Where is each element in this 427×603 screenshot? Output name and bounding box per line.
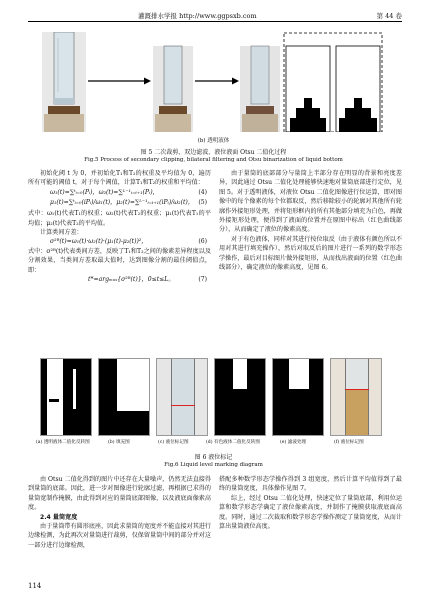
equation-body: σ²ᴮ(t)=ω₁(t)·ω₂(t)·(μ₁(t)-μ₂(t))²，: [50, 238, 148, 246]
paragraph: 式中：ω₁(t)代表T₁的权重；ω₂(t)代表T₂的权重；μ₁(t)代表T₁的平均值；μ₂(t)代表T₂的平均值。: [28, 210, 211, 227]
figure-6: [36, 358, 385, 448]
paragraph: 对于有色液体，同样对其进行按位取反（由于液体有颜色所以不用对其进行填充操作），然后对取反后的图片进行一系列的数学形态学操作，最后对目标图片做外接矩形，从而找出液面的位置（红色曲线部分），确定液位的像素高度，见图 6。: [219, 235, 402, 272]
section-heading: 2.4 量筒宽度: [40, 513, 78, 521]
paragraph: 由 Otsu 二值化得到的图片中还存在大量噪声，仍然无法直接得到量筒的底部。因此，进一步对图像进行轮廓过滤，再根据已求得的量筒宽制作掩膜，由此得到对应的量筒底部图像，以及液底面像素高度。: [28, 476, 211, 512]
paragraph: 由于量筒带有圆形底座，因此求量筒的宽度并不能直接对其进行边缘检测，为此再次对量筒进行裁剪，仅保留量筒中间的部分并对这一部分进行边缘检测，: [28, 523, 211, 549]
figure-5: [40, 32, 385, 132]
journal-name: 灌溉排水学报 http://www.ggpsxb.com: [138, 12, 257, 20]
paragraph: 综上，经过 Otsu 二值化处理，快速定位了量筒底部，利用位运算和数学形态学确定了液位像素高度，并制作了掩膜获取液底面高度。同时，通过二次裁取和数学形态学操作测定了量筒宽度，从而计算出量筒液位高度。: [219, 494, 402, 531]
equation-body: t*=argₘₐₓ{σ²ᴮ(t)}，0≤t≤L。: [88, 276, 175, 284]
figure-6-panel-a: [40, 358, 92, 436]
figure-6-label-f: (f) 液位标记图: [334, 440, 364, 445]
figure-5-sublabel: (b) 透明液体: [197, 138, 230, 144]
figure-5-caption-cn: 图 5 二次裁剪、双边滤波、液位液面 Otsu 二值化过程: [140, 149, 287, 156]
figure-5-panel-binarized: [286, 46, 330, 132]
equation-6: [28, 237, 211, 246]
paragraph: 初始化阈 t 为 0，并初始化T₁和T₂的权重及平均值为 0，遍历所有可能的阈值 t，对于每个阈值，计算T₁和T₂的权重和平均值：: [28, 170, 211, 187]
figure-5-panel-clipped: [153, 46, 193, 132]
figure-6-panel-c: [156, 358, 208, 436]
figure-5-image: [40, 32, 385, 132]
left-column-top: [28, 169, 211, 284]
figure-6-panel-d: [214, 358, 266, 436]
running-header: [28, 10, 402, 22]
figure-5-panel-filtered: [240, 46, 280, 132]
figure-5-panel-original: [42, 32, 86, 132]
equation-5: [28, 197, 211, 209]
paragraph: 由于量筒的底部部分与量筒上半部分存在明显的背景和亮度差异，因此通过 Otsu 二值化处理能够快速地对量筒底部进行定位，见图 5。对于透明液体，对液位 Otsu 二值化图像进行位运算，即对图像中的每个像素的每个位都取反，然后移除较小的轮廓对其他所有轮廓作外接矩形处理，并将矩形框内的所有其他部分填充为白色，再做外接矩形处理，便得到了液面的位置并在原图中标出（红色曲线部分），从而确定了液位的像素高度。: [219, 170, 402, 234]
paragraph: 搭配多种数学形态学操作得到 3 组宽度，然后计算平均值得到了最终的量筒宽度，具体操作见图 7。: [219, 476, 402, 493]
equation-body: ω₁(t)=∑ᵗᵢ₌₀(Pᵢ)，ω₂(t)=∑ᴸ⁻¹ᵢ₌ₜ₊₁(Pᵢ)，: [50, 188, 159, 196]
figure-5-panel-result: [336, 46, 380, 132]
equation-4: [28, 188, 211, 197]
figure-6-panel-f: [330, 358, 382, 436]
paragraph: 式中：σ²ᴮ(t)代表类间方差，反映了T₁和T₂之间的像素差异程度以及分割效果，当类间方差取最大值时，达到图像分割的最佳阈值点，即：: [28, 247, 211, 274]
figure-6-label-e: (e) 滤波处理: [280, 440, 307, 445]
figure-6-label-a: (a) 透明液体二值化反转图: [36, 440, 90, 445]
figure-6-panel-b: [98, 358, 150, 436]
equation-number: (4): [198, 188, 207, 196]
right-column-bottom: [219, 475, 402, 531]
equation-number: (6): [198, 238, 207, 246]
equation-body: μ₁(t)=∑ᵗᵢ₌₀(iPᵢ)/ω₁(t)，μ₂(t)=∑ᴸ⁻¹ᵢ₌ₜ₊₁(iPᵢ)/ω₂(t)，: [50, 199, 194, 207]
figure-5-caption-en: Fig.5 Process of secondary clipping, bilateral filtering and Otsu binarization of liquid bottom: [84, 157, 343, 163]
volume-number: 第 44 卷: [376, 12, 402, 20]
left-column-bottom: [28, 475, 211, 550]
equation-number: (5): [198, 199, 207, 207]
figure-6-label-b: (b) 填充图: [108, 440, 130, 445]
equation-number: (7): [198, 276, 207, 284]
figure-6-label-d: (d) 有色液体二值化反转图: [206, 440, 260, 445]
figure-6-caption-cn: 图 6 液位标记: [194, 454, 233, 461]
paragraph: 计算类间方差：: [40, 229, 83, 237]
right-column-top: [219, 169, 402, 272]
equation-7: [28, 275, 211, 284]
figure-6-caption-en: Fig.6 Liquid level marking diagram: [164, 462, 263, 468]
page-number: 114: [28, 582, 42, 590]
figure-6-panel-e: [272, 358, 324, 436]
figure-6-label-c: (c) 液位标记图: [158, 440, 189, 445]
